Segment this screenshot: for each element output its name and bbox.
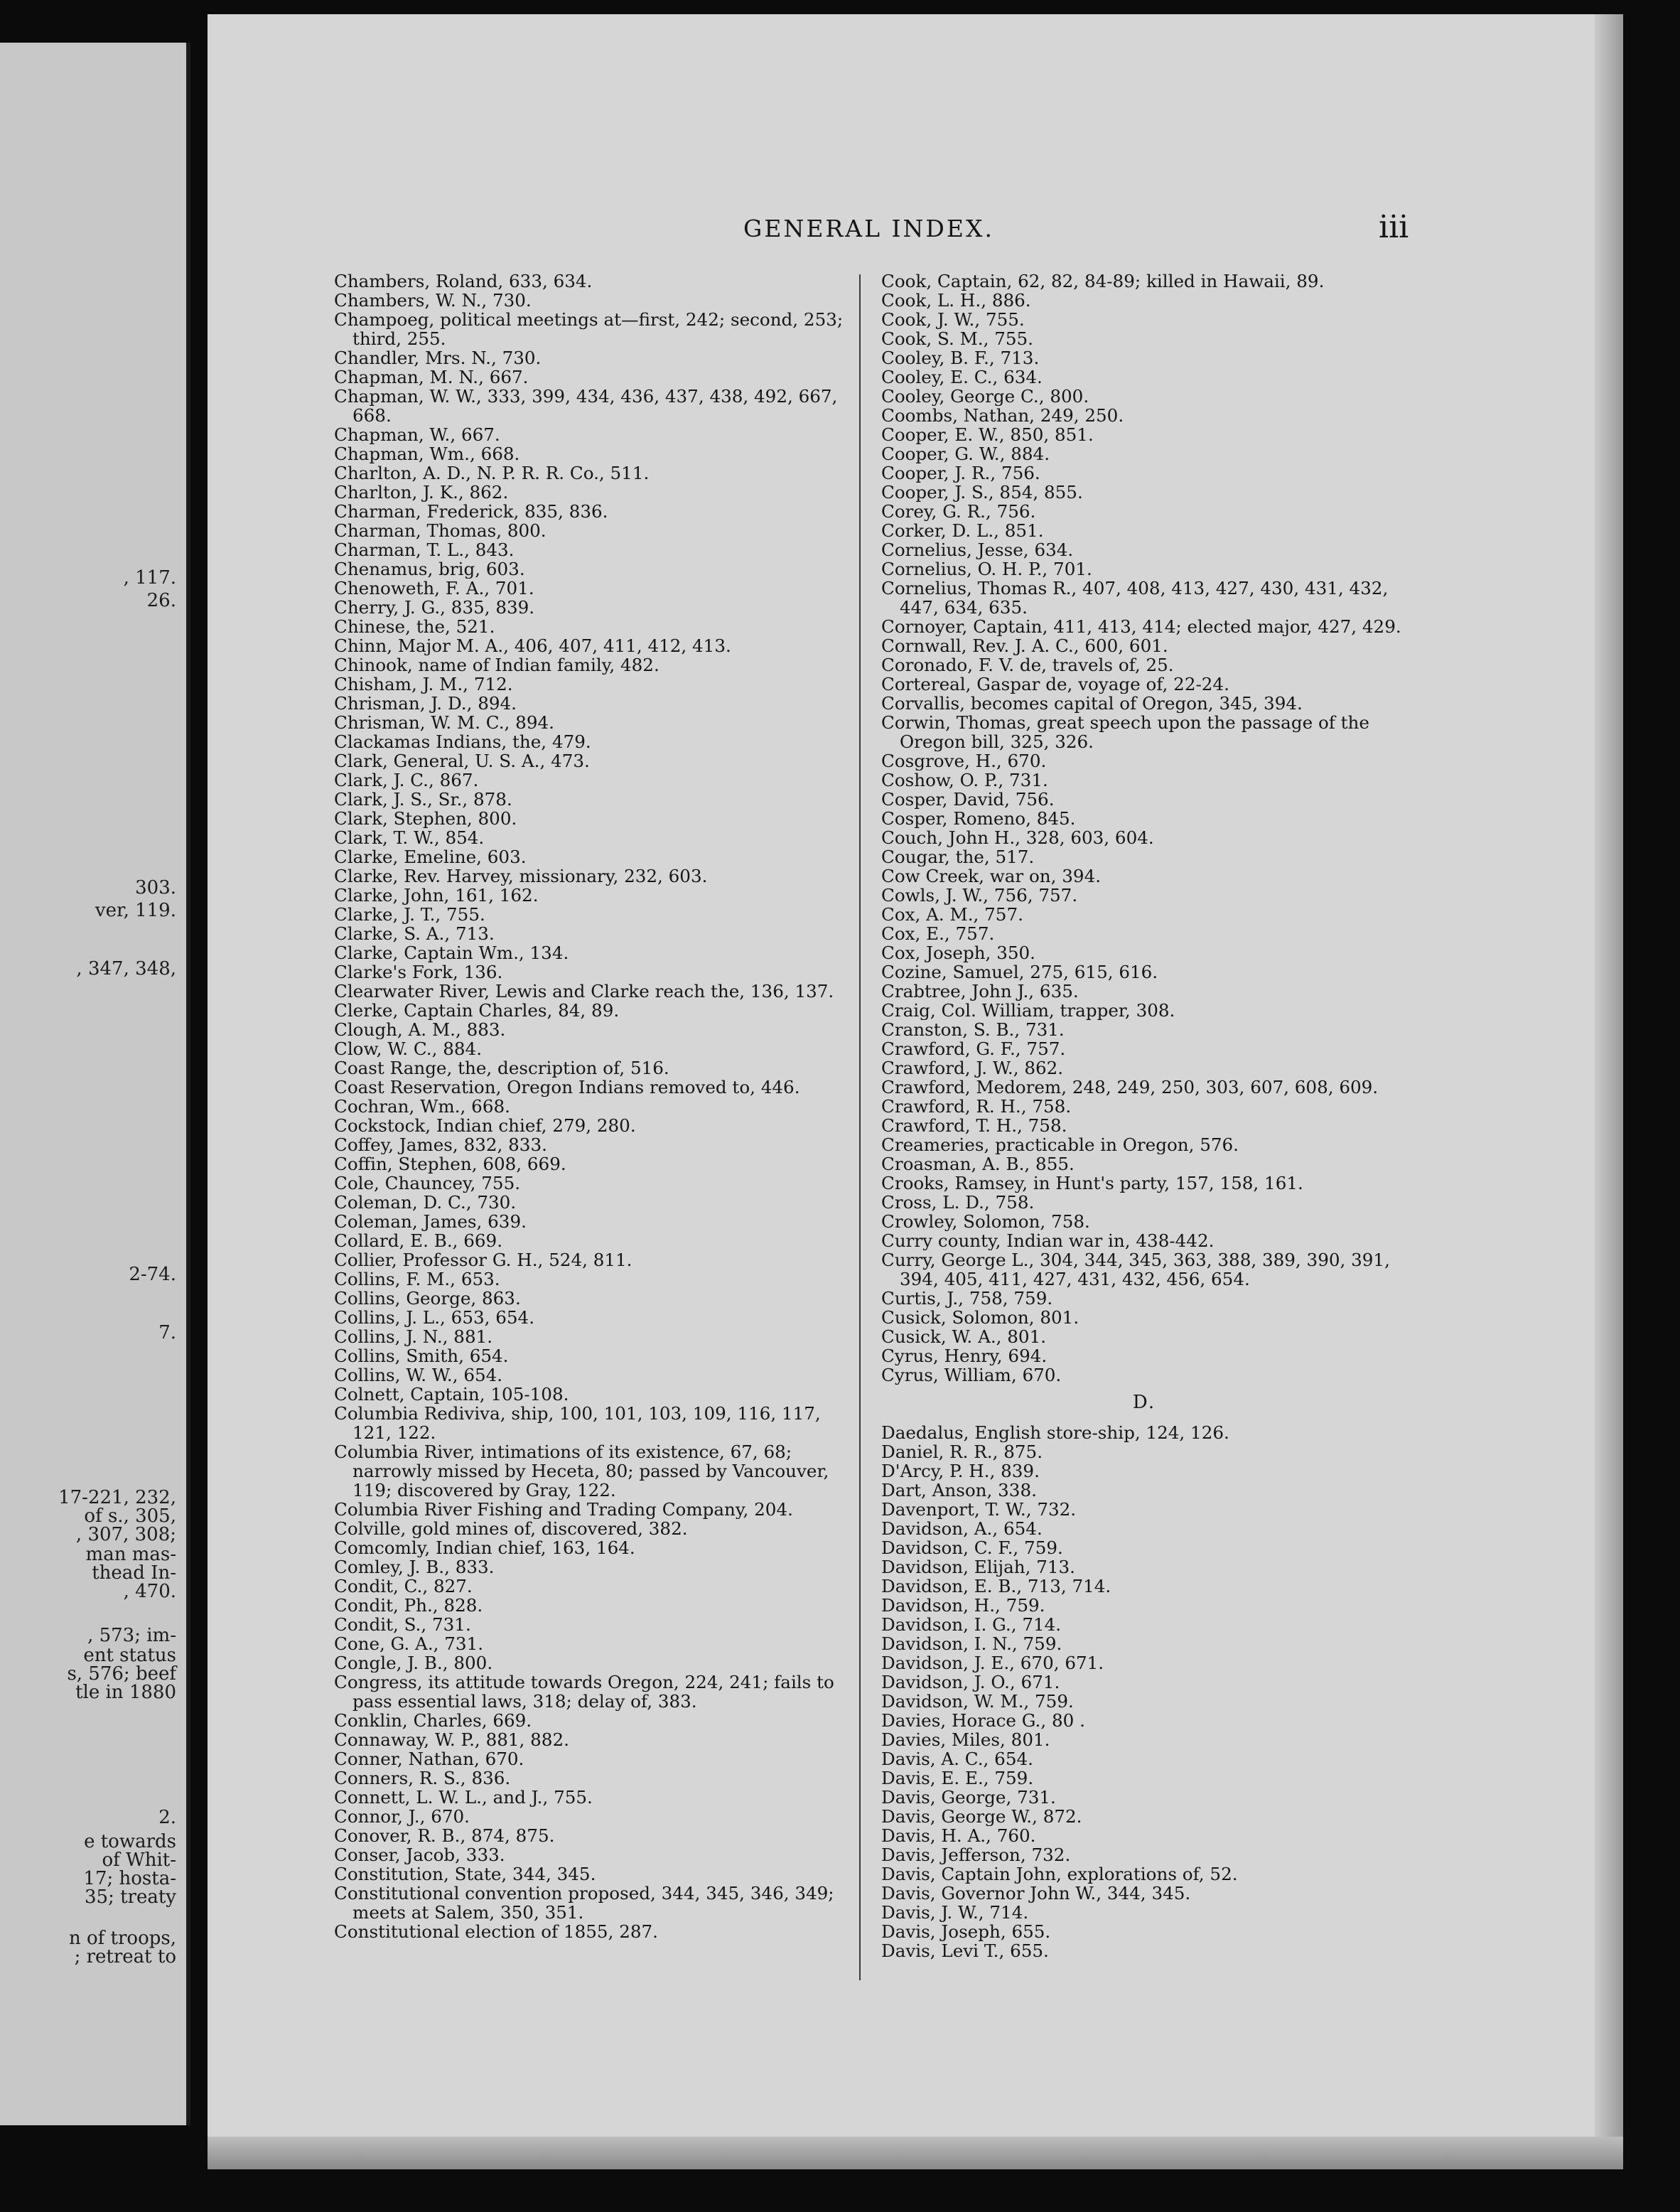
index-entry: Coast Reservation, Oregon Indians removed to, 446. [334, 1078, 800, 1097]
index-entry: Clow, W. C., 884. [334, 1039, 483, 1058]
index-entry: Coshow, O. P., 731. [881, 771, 1048, 790]
index-entry: Cherry, J. G., 835, 839. [334, 598, 535, 617]
index-entry: Champoeg, political meetings at—first, 242; second, 253; third, 255. [334, 310, 844, 348]
index-entry: Clarke, Emeline, 603. [334, 847, 527, 866]
index-entry: Chinn, Major M. A., 406, 407, 411, 412, 413. [334, 636, 731, 655]
index-entry: Colnett, Captain, 105-108. [334, 1385, 569, 1404]
index-entry: Davidson, W. M., 759. [881, 1692, 1074, 1711]
index-entry: Corker, D. L., 851. [881, 521, 1044, 540]
index-entry: Cornelius, Thomas R., 407, 408, 413, 427, 430, 431, 432, 447, 634, 635. [881, 579, 1389, 617]
index-entry: Cook, L. H., 886. [881, 291, 1031, 310]
index-entry: Charman, Thomas, 800. [334, 521, 546, 540]
page-number: iii [1379, 209, 1409, 245]
index-entry: Cranston, S. B., 731. [881, 1020, 1065, 1039]
index-entry: Cooley, E. C., 634. [881, 367, 1043, 387]
index-entry: Cosper, David, 756. [881, 790, 1055, 809]
section-letter: D. [1132, 1392, 1156, 1413]
index-entry: Croasman, A. B., 855. [881, 1154, 1075, 1174]
index-entry: Curry, George L., 304, 344, 345, 363, 388, 389, 390, 391, 394, 405, 411, 427, 431, 432, 456, 654. [881, 1250, 1390, 1289]
index-entry: Condit, C., 827. [334, 1577, 473, 1596]
index-entry: Chenoweth, F. A., 701. [334, 579, 534, 598]
index-entry: Cosgrove, H., 670. [881, 751, 1047, 771]
previous-page-fragment: 7. [158, 1322, 176, 1343]
previous-page-fragment: , 347, 348, [76, 958, 176, 979]
index-entry: Cooley, George C., 800. [881, 387, 1089, 406]
previous-page-fragment: tle in 1880 [75, 1682, 176, 1703]
index-entry: Cockstock, Indian chief, 279, 280. [334, 1116, 636, 1135]
index-entry: Clarke, J. T., 755. [334, 905, 485, 924]
index-entry: Constitutional convention proposed, 344, 345, 346, 349; meets at Salem, 350, 351. [334, 1884, 834, 1922]
index-entry: Cook, S. M., 755. [881, 329, 1033, 348]
index-entry: Comcomly, Indian chief, 163, 164. [334, 1538, 635, 1557]
page-title: GENERAL INDEX. [743, 215, 994, 242]
column-divider [859, 274, 861, 1980]
index-entry: Crawford, G. F., 757. [881, 1039, 1066, 1058]
index-entry: Conover, R. B., 874, 875. [334, 1826, 555, 1845]
index-section-c [881, 272, 1407, 1385]
index-entry: Davis, J. W., 714. [881, 1903, 1029, 1922]
page-edge [1595, 14, 1623, 2169]
index-entry: Davidson, H., 759. [881, 1596, 1045, 1615]
index-entry: Davies, Horace G., 80 . [881, 1711, 1085, 1730]
running-head [208, 206, 1623, 249]
index-entry: Corwin, Thomas, great speech upon the passage of the Oregon bill, 325, 326. [881, 713, 1369, 751]
index-entry: Davidson, J. O., 671. [881, 1673, 1060, 1692]
index-entry: Cusick, Solomon, 801. [881, 1308, 1079, 1327]
index-entry: Charman, T. L., 843. [334, 540, 515, 559]
index-entry: Coronado, F. V. de, travels of, 25. [881, 655, 1174, 675]
index-entry: Cougar, the, 517. [881, 847, 1035, 866]
index-entry: Davis, E. E., 759. [881, 1768, 1034, 1788]
index-entry: Clackamas Indians, the, 479. [334, 732, 591, 751]
index-entry: Coleman, D. C., 730. [334, 1193, 517, 1212]
index-entry: Craig, Col. William, trapper, 308. [881, 1001, 1175, 1020]
index-entry: Condit, Ph., 828. [334, 1596, 483, 1615]
previous-page-fragment: n of troops, [69, 1928, 176, 1949]
index-entry: Cosper, Romeno, 845. [881, 809, 1076, 828]
index-entry: Conners, R. S., 836. [334, 1768, 511, 1788]
index-entry: Congress, its attitude towards Oregon, 224, 241; fails to pass essential laws, 318; delay of, 383. [334, 1673, 834, 1711]
index-entry: Collard, E. B., 669. [334, 1231, 503, 1250]
index-entry: Cow Creek, war on, 394. [881, 866, 1102, 886]
index-entry: Cole, Chauncey, 755. [334, 1174, 521, 1193]
index-entry: Comley, J. B., 833. [334, 1557, 495, 1577]
index-entry: Davies, Miles, 801. [881, 1730, 1050, 1749]
page-bottom-edge [208, 2137, 1623, 2169]
index-entry: Crabtree, John J., 635. [881, 982, 1079, 1001]
index-entry: Congle, J. B., 800. [334, 1653, 493, 1673]
index-entry: D'Arcy, P. H., 839. [881, 1461, 1040, 1481]
index-entry: Cook, Captain, 62, 82, 84-89; killed in Hawaii, 89. [881, 272, 1325, 291]
index-entry: Crawford, R. H., 758. [881, 1097, 1072, 1116]
previous-page-fragment: 2. [158, 1807, 176, 1828]
index-entry: Charman, Frederick, 835, 836. [334, 502, 608, 521]
index-entry: Couch, John H., 328, 603, 604. [881, 828, 1154, 847]
index-entry: Clarke's Fork, 136. [334, 962, 503, 982]
previous-page-fragment: ; retreat to [74, 1946, 176, 1967]
index-entry: Crawford, Medorem, 248, 249, 250, 303, 607, 608, 609. [881, 1078, 1379, 1097]
index-entry: Columbia River Fishing and Trading Company, 204. [334, 1500, 793, 1519]
index-entry: Crawford, T. H., 758. [881, 1116, 1067, 1135]
index-entry: Charlton, A. D., N. P. R. R. Co., 511. [334, 463, 650, 483]
index-entry: Cone, G. A., 731. [334, 1634, 484, 1653]
index-entry: Cross, L. D., 758. [881, 1193, 1035, 1212]
index-entry: Clarke, Captain Wm., 134. [334, 943, 569, 962]
index-entry: Colville, gold mines of, discovered, 382. [334, 1519, 688, 1538]
index-entry: Chrisman, W. M. C., 894. [334, 713, 554, 732]
index-column-left [334, 272, 860, 1941]
previous-page-fragment: thead In- [92, 1562, 176, 1584]
index-entry: Davis, Governor John W., 344, 345. [881, 1884, 1191, 1903]
index-entry: Cox, Joseph, 350. [881, 943, 1035, 962]
index-entry: Collins, J. L., 653, 654. [334, 1308, 535, 1327]
index-entry: Cox, A. M., 757. [881, 905, 1023, 924]
index-column-right [881, 272, 1407, 1960]
index-entry: Connett, L. W. L., and J., 755. [334, 1788, 593, 1807]
index-entry: Clark, J. C., 867. [334, 771, 479, 790]
index-entry: Coombs, Nathan, 249, 250. [881, 406, 1124, 425]
index-entry: Cornoyer, Captain, 411, 413, 414; elected major, 427, 429. [881, 617, 1401, 636]
index-entry: Chapman, W. W., 333, 399, 434, 436, 437, 438, 492, 667, 668. [334, 387, 838, 425]
previous-page [0, 43, 190, 2125]
index-entry: Columbia Rediviva, ship, 100, 101, 103, 109, 116, 117, 121, 122. [334, 1404, 821, 1442]
previous-page-fragment: man mas- [85, 1544, 176, 1565]
index-entry: Davidson, E. B., 713, 714. [881, 1577, 1111, 1596]
index-entry: Chrisman, J. D., 894. [334, 694, 517, 713]
index-entry: Collins, W. W., 654. [334, 1365, 503, 1385]
index-entry: Cox, E., 757. [881, 924, 995, 943]
index-entry: Davidson, Elijah, 713. [881, 1557, 1075, 1577]
index-entry: Condit, S., 731. [334, 1615, 471, 1634]
index-entry: Cornelius, O. H. P., 701. [881, 559, 1092, 579]
index-entry: Dart, Anson, 338. [881, 1481, 1037, 1500]
index-entry: Davidson, A., 654. [881, 1519, 1043, 1538]
previous-page-fragment: , 117. [123, 567, 176, 589]
index-entry: Corey, G. R., 756. [881, 502, 1036, 521]
index-entry: Davis, George, 731. [881, 1788, 1056, 1807]
index-entry: Conner, Nathan, 670. [334, 1749, 524, 1768]
index-entry: Daedalus, English store-ship, 124, 126. [881, 1423, 1229, 1442]
index-entry: Cyrus, William, 670. [881, 1365, 1062, 1385]
index-entry: Davis, George W., 872. [881, 1807, 1082, 1826]
index-entry: Cyrus, Henry, 694. [881, 1346, 1048, 1365]
index-entry: Daniel, R. R., 875. [881, 1442, 1043, 1461]
index-entry: Clark, J. S., Sr., 878. [334, 790, 512, 809]
index-entry: Constitutional election of 1855, 287. [334, 1922, 658, 1941]
index-entry: Coleman, James, 639. [334, 1212, 527, 1231]
index-entry: Davenport, T. W., 732. [881, 1500, 1077, 1519]
index-entry: Cornelius, Jesse, 634. [881, 540, 1074, 559]
index-entry: Crooks, Ramsey, in Hunt's party, 157, 158, 161. [881, 1174, 1303, 1193]
index-entry: Curtis, J., 758, 759. [881, 1289, 1053, 1308]
index-entry: Collins, J. N., 881. [334, 1327, 493, 1346]
index-entry: Connaway, W. P., 881, 882. [334, 1730, 569, 1749]
previous-page-fragment: 17; hosta- [83, 1868, 176, 1889]
index-entry: Coffin, Stephen, 608, 669. [334, 1154, 566, 1174]
index-entry: Cornwall, Rev. J. A. C., 600, 601. [881, 636, 1168, 655]
index-entry: Cortereal, Gaspar de, voyage of, 22-24. [881, 675, 1229, 694]
index-entry: Charlton, J. K., 862. [334, 483, 509, 502]
index-entry: Clark, General, U. S. A., 473. [334, 751, 590, 771]
index-entry: Collier, Professor G. H., 524, 811. [334, 1250, 632, 1269]
index-entry: Crowley, Solomon, 758. [881, 1212, 1090, 1231]
index-entry: Constitution, State, 344, 345. [334, 1864, 596, 1884]
index-entry: Corvallis, becomes capital of Oregon, 345, 394. [881, 694, 1303, 713]
index-entry: Clarke, John, 161, 162. [334, 886, 539, 905]
index-entry: Chinese, the, 521. [334, 617, 495, 636]
index-entry: Clark, Stephen, 800. [334, 809, 517, 828]
index-entry: Cooper, J. S., 854, 855. [881, 483, 1083, 502]
index-entry: Davis, H. A., 760. [881, 1826, 1036, 1845]
index-entry: Creameries, practicable in Oregon, 576. [881, 1135, 1239, 1154]
index-entry: Chambers, Roland, 633, 634. [334, 272, 593, 291]
index-entry: Clarke, S. A., 713. [334, 924, 495, 943]
index-entry: Cozine, Samuel, 275, 615, 616. [881, 962, 1158, 982]
index-entry: Conklin, Charles, 669. [334, 1711, 532, 1730]
previous-page-fragment: e towards [84, 1831, 176, 1852]
previous-page-fragment: 26. [146, 590, 176, 611]
previous-page-fragment: of Whit- [102, 1849, 176, 1871]
index-entry: Conser, Jacob, 333. [334, 1845, 505, 1864]
index-section-d [881, 1423, 1407, 1960]
index-entry: Cooper, E. W., 850, 851. [881, 425, 1094, 444]
previous-page-fragment: 303. [135, 877, 176, 898]
index-entry: Connor, J., 670. [334, 1807, 470, 1826]
index-entry: Cowls, J. W., 756, 757. [881, 886, 1078, 905]
index-entry: Davidson, I. N., 759. [881, 1634, 1062, 1653]
index-entry: Collins, F. M., 653. [334, 1269, 500, 1289]
index-entry: Curry county, Indian war in, 438-442. [881, 1231, 1215, 1250]
index-entry: Davis, A. C., 654. [881, 1749, 1033, 1768]
index-entry: Collins, George, 863. [334, 1289, 521, 1308]
index-entry: Davidson, C. F., 759. [881, 1538, 1063, 1557]
previous-page-fragment: 2-74. [129, 1264, 176, 1285]
index-entry: Coffey, James, 832, 833. [334, 1135, 547, 1154]
index-entry: Davis, Captain John, explorations of, 52. [881, 1864, 1238, 1884]
previous-page-fragment: ver, 119. [95, 900, 176, 921]
previous-page-fragment: , 573; im- [87, 1625, 176, 1646]
index-entry: Cooley, B. F., 713. [881, 348, 1040, 367]
index-entry: Davidson, I. G., 714. [881, 1615, 1062, 1634]
index-page [208, 14, 1623, 2169]
index-entry: Clark, T. W., 854. [334, 828, 485, 847]
previous-page-fragment: 35; treaty [84, 1886, 176, 1908]
index-entry: Chapman, M. N., 667. [334, 367, 529, 387]
index-entry: Crawford, J. W., 862. [881, 1058, 1064, 1078]
index-entry: Davidson, J. E., 670, 671. [881, 1653, 1104, 1673]
index-entry: Chandler, Mrs. N., 730. [334, 348, 542, 367]
previous-page-fragment: s, 576; beef [67, 1663, 176, 1685]
index-entry: Collins, Smith, 654. [334, 1346, 509, 1365]
index-entry: Cochran, Wm., 668. [334, 1097, 510, 1116]
index-entry: Coast Range, the, description of, 516. [334, 1058, 669, 1078]
index-entry: Chenamus, brig, 603. [334, 559, 525, 579]
index-entry: Davis, Joseph, 655. [881, 1922, 1051, 1941]
index-entry: Columbia River, intimations of its existence, 67, 68; narrowly missed by Heceta, 80; passed by Vancouver, 119; discovered by Gray, 122. [334, 1442, 829, 1500]
index-entry: Clerke, Captain Charles, 84, 89. [334, 1001, 620, 1020]
index-entry: Clough, A. M., 883. [334, 1020, 506, 1039]
index-entry: Cooper, G. W., 884. [881, 444, 1050, 463]
index-entry: Chapman, Wm., 668. [334, 444, 520, 463]
previous-page-fragment: ent status [83, 1645, 176, 1666]
previous-page-fragment: , 307, 308; [75, 1524, 176, 1545]
previous-page-fragment: 17-221, 232, [58, 1487, 176, 1508]
index-entry: Clarke, Rev. Harvey, missionary, 232, 603. [334, 866, 708, 886]
previous-page-fragment: of s., 305, [84, 1505, 176, 1527]
index-entry: Clearwater River, Lewis and Clarke reach the, 136, 137. [334, 982, 834, 1001]
index-entry: Chisham, J. M., 712. [334, 675, 513, 694]
index-entry: Chambers, W. N., 730. [334, 291, 532, 310]
index-entry: Chinook, name of Indian family, 482. [334, 655, 659, 675]
index-entry: Davis, Levi T., 655. [881, 1941, 1049, 1960]
index-entry: Cusick, W. A., 801. [881, 1327, 1047, 1346]
index-entry: Davis, Jefferson, 732. [881, 1845, 1071, 1864]
index-entry: Cook, J. W., 755. [881, 310, 1025, 329]
previous-page-fragment: , 470. [123, 1581, 176, 1602]
index-entry: Chapman, W., 667. [334, 425, 500, 444]
index-entry: Cooper, J. R., 756. [881, 463, 1040, 483]
